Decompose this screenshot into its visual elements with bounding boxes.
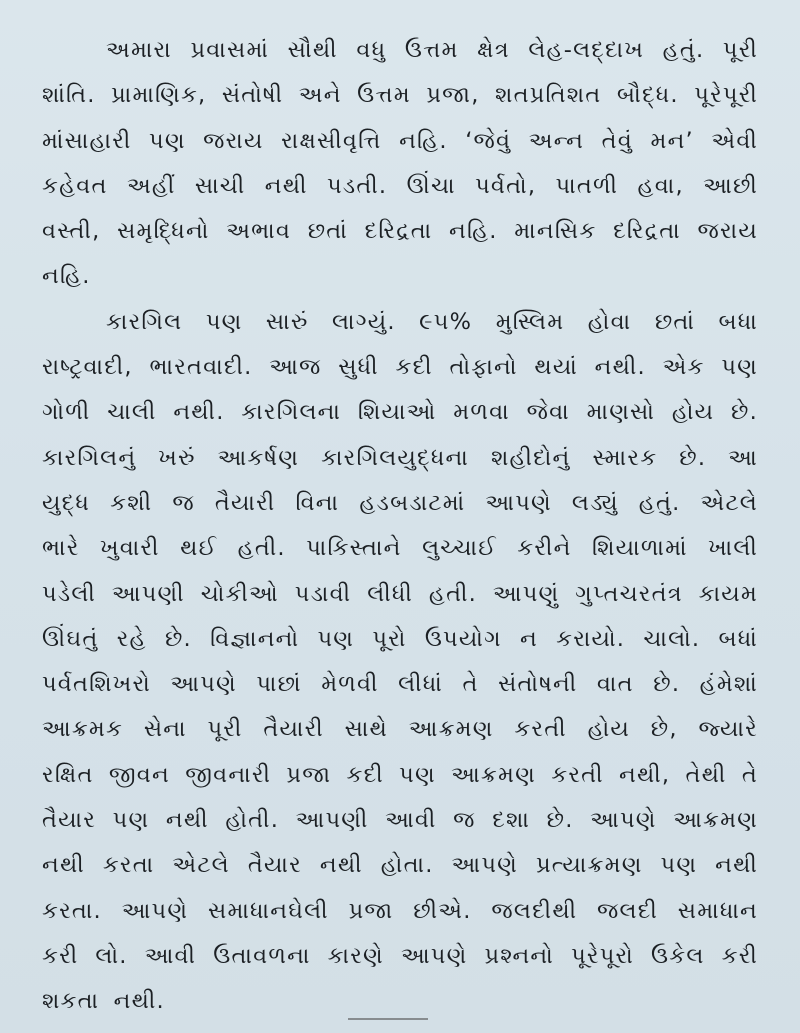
cropped-next-line-fragment bbox=[348, 1018, 428, 1024]
body-text bbox=[42, 28, 758, 1025]
paragraph-ladakh: અમારા પ્રવાસમાં સૌથી વધુ ઉત્તમ ક્ષેત્ર લેહ-લદ્દાખ હતું. પૂરી શાંતિ. પ્રામાણિક, સંતોષી અને ઉત્તમ પ્રજા, શતપ્રતિશત બૌદ્ધ. પૂરેપૂરી માંસાહારી પણ જરાય રાક્ષસીવૃત્તિ નહિ. ‘જેવું અન્ન તેવું મન’ એવી કહેવત અહીં સાચી નથી પડતી. ઊંચા પર્વતો, પાતળી હવા, આછી વસ્તી, સમૃદ્ધિનો અભાવ છતાં દરિદ્રતા નહિ. માનસિક દરિદ્રતા જરાય નહિ. bbox=[42, 37, 758, 290]
paragraph-kargil: કારગિલ પણ સારું લાગ્યું. ૯૫% મુસ્લિમ હોવા છતાં બધા રાષ્ટ્રવાદી, ભારતવાદી. આજ સુધી કદી તોફાનો થયાં નથી. એક પણ ગોળી ચાલી નથી. કારગિલના શિયાઓ મળવા જેવા માણસો હોય છે. કારગિલનું ખરું આકર્ષણ કારગિલયુદ્ધના શહીદોનું સ્મારક છે. આ યુદ્ધ કશી જ તૈયારી વિના હડબડાટમાં આપણે લડ્યું હતું. એટલે ભારે ખુવારી થઈ હતી. પાકિસ્તાને લુચ્ચાઈ કરીને શિયાળામાં ખાલી પડેલી આપણી ચોકીઓ પડાવી લીધી હતી. આપણું ગુપ્તચરતંત્ર કાયમ ઊંઘતું રહે છે. વિજ્ઞાનનો પણ પૂરો ઉપયોગ ન કરાયો. ચાલો. બધાં પર્વતશિખરો આપણે પાછાં મેળવી લીધાં તે સંતોષની વાત છે. હંમેશાં આક્રમક સેના પૂરી તૈયારી સાથે આક્રમણ કરતી હોય છે, જ્યારે રક્ષિત જીવન જીવનારી પ્રજા કદી પણ આક્રમણ કરતી નથી, તેથી તે તૈયાર પણ નથી હોતી. આપણી આવી જ દશા છે. આપણે આક્રમણ નથી કરતા એટલે તૈયાર નથી હોતા. આપણે પ્રત્યાક્રમણ પણ નથી કરતા. આપણે સમાધાનઘેલી પ્રજા છીએ. જલદીથી જલદી સમાધાન કરી લો. આવી ઉતાવળના કારણે આપણે પ્રશ્નનો પૂરેપૂરો ઉકેલ કરી શકતા નથી. bbox=[42, 308, 758, 1015]
